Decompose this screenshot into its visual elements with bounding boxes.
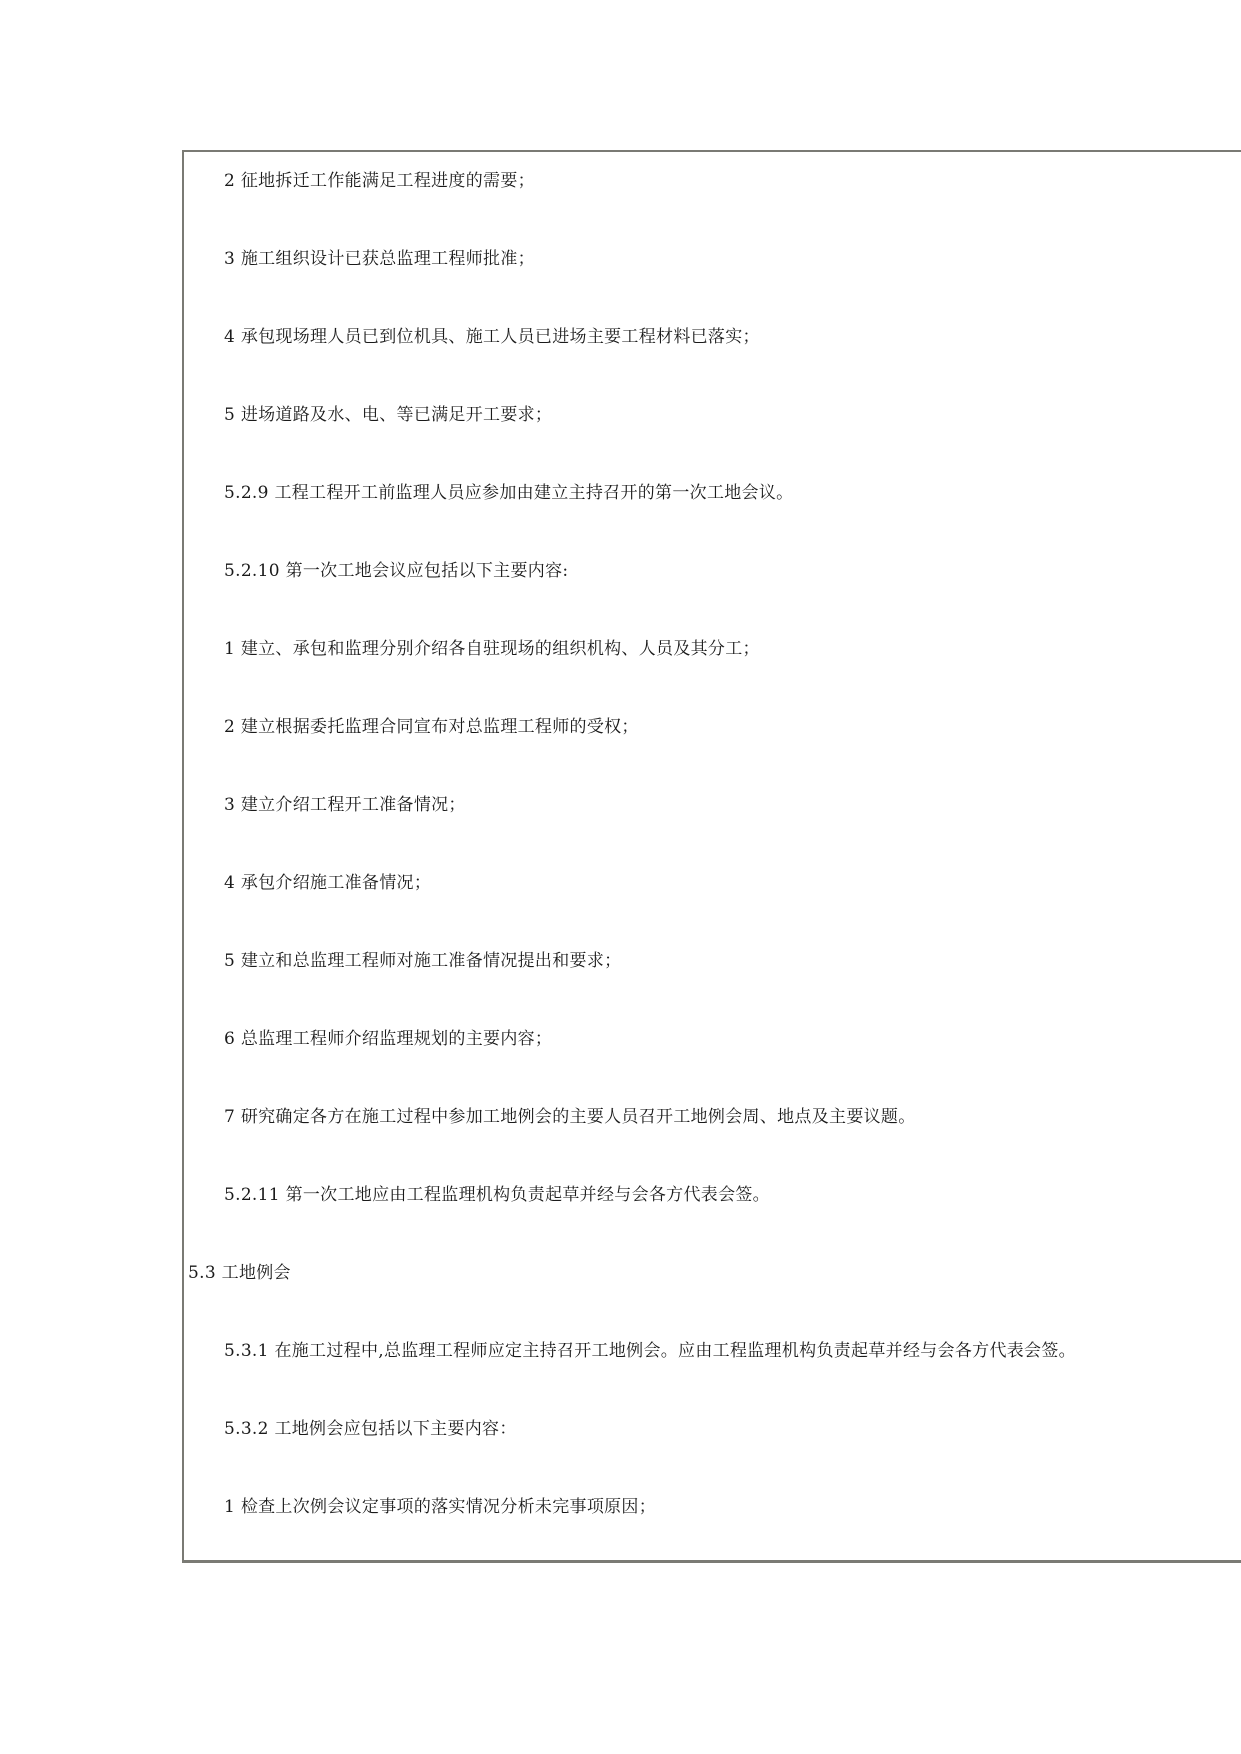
list-item: 7 研究确定各方在施工过程中参加工地例会的主要人员召开工地例会周、地点及主要议题。 — [224, 1107, 916, 1127]
list-item: 6 总监理工程师介绍监理规划的主要内容； — [224, 1029, 553, 1049]
clause-text: 5.2.11 第一次工地应由工程监理机构负责起草并经与会各方代表会签。 — [224, 1185, 770, 1205]
list-item: 2 建立根据委托监理合同宣布对总监理工程师的受权； — [224, 717, 639, 737]
list-item: 3 施工组织设计已获总监理工程师批准； — [224, 249, 535, 269]
clause-text: 5.2.9 工程工程开工前监理人员应参加由建立主持召开的第一次工地会议。 — [224, 483, 794, 503]
clause-text: 5.3.2 工地例会应包括以下主要内容： — [224, 1419, 517, 1439]
list-item: 1 检查上次例会议定事项的落实情况分析未完事项原因； — [224, 1497, 657, 1517]
clause-text: 5.2.10 第一次工地会议应包括以下主要内容: — [224, 561, 569, 581]
list-item: 1 建立、承包和监理分别介绍各自驻现场的组织机构、人员及其分工； — [224, 639, 760, 659]
list-item: 2 征地拆迁工作能满足工程进度的需要； — [224, 171, 535, 191]
list-item: 4 承包现场理人员已到位机具、施工人员已进场主要工程材料已落实； — [224, 327, 760, 347]
clause-text: 5.3.1 在施工过程中,总监理工程师应定主持召开工地例会。应由工程监理机构负责起草并经与会各方代表会签。 — [224, 1341, 1076, 1361]
list-item: 4 承包介绍施工准备情况； — [224, 873, 432, 893]
list-item: 5 进场道路及水、电、等已满足开工要求； — [224, 405, 553, 425]
section-heading: 5.3 工地例会 — [188, 1263, 291, 1283]
list-item: 5 建立和总监理工程师对施工准备情况提出和要求； — [224, 951, 622, 971]
list-item: 3 建立介绍工程开工准备情况； — [224, 795, 466, 815]
